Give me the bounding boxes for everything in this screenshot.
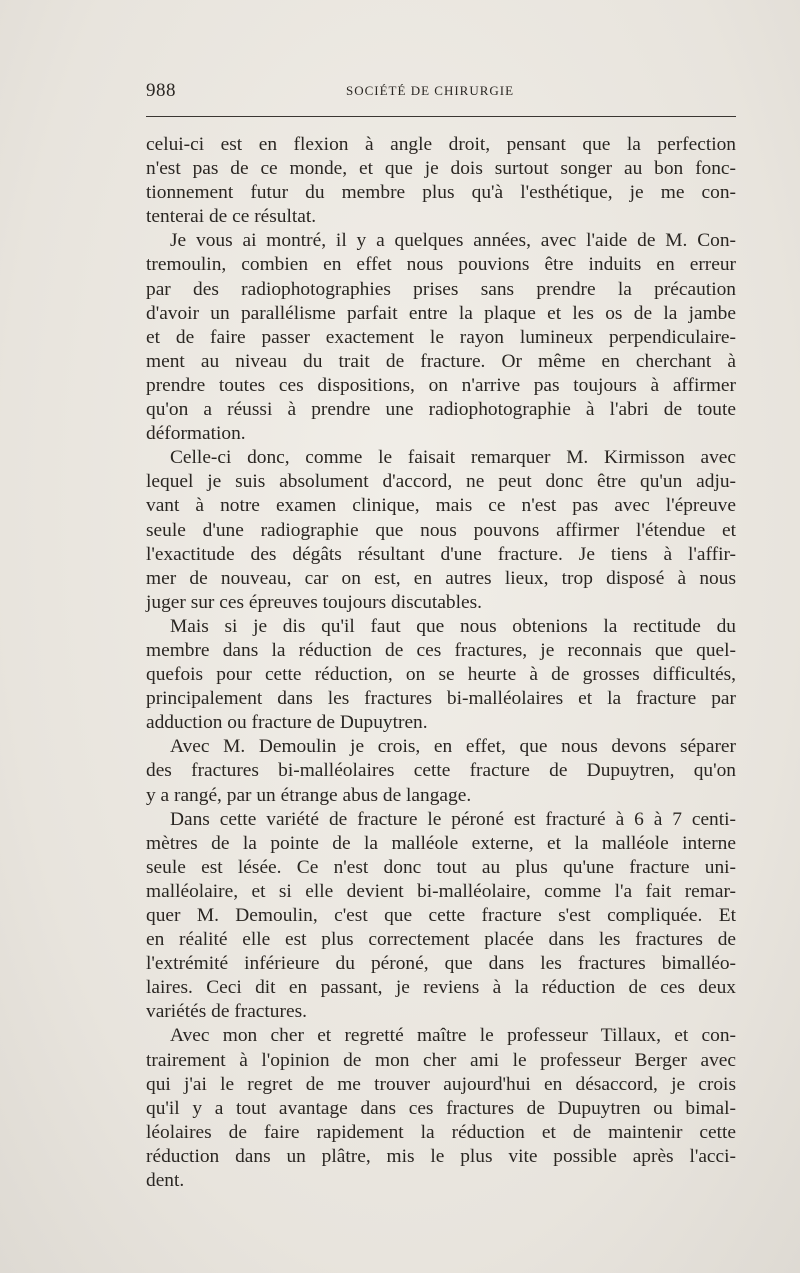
text-line: qu'il y a tout avantage dans ces fractures de Dupuytren ou bimal- (146, 1097, 736, 1119)
text-line: qu'on a réussi à prendre une radiophotographie à l'abri de toute (146, 399, 736, 421)
paragraph (146, 133, 736, 229)
text-line: seule est lésée. Ce n'est donc tout au plus qu'une fracture uni- (146, 856, 736, 878)
text-line: l'extrémité inférieure du péroné, que dans les fractures bimalléo- (146, 953, 736, 975)
text-line: Avec M. Demoulin je crois, en effet, que nous devons séparer (170, 736, 736, 758)
text-line: variétés de fractures. (146, 1001, 307, 1023)
paragraph (146, 1024, 736, 1193)
text-line: Je vous ai montré, il y a quelques années, avec l'aide de M. Con- (170, 230, 736, 252)
body-text (146, 133, 736, 1193)
text-line: tenterai de ce résultat. (146, 206, 317, 228)
text-line: des fractures bi-malléolaires cette fracture de Dupuytren, qu'on (146, 760, 736, 782)
text-line: n'est pas de ce monde, et que je dois surtout songer au bon fonc- (146, 158, 736, 180)
page-number: 988 (146, 80, 176, 101)
page-header (146, 80, 736, 100)
text-line: laires. Ceci dit en passant, je reviens à la réduction de ces deux (146, 977, 736, 999)
text-line: tremoulin, combien en effet nous pouvions être induits en erreur (146, 254, 736, 276)
text-line: Celle-ci donc, comme le faisait remarquer M. Kirmisson avec (170, 447, 736, 469)
text-line: lequel je suis absolument d'accord, ne peut donc être qu'un adju- (146, 471, 736, 493)
header-rule (146, 116, 736, 117)
text-line: et de faire passer exactement le rayon lumineux perpendiculaire- (146, 326, 736, 348)
text-line: en réalité elle est plus correctement placée dans les fractures de (146, 929, 736, 951)
paragraph (146, 735, 736, 807)
text-line: juger sur ces épreuves toujours discutables. (146, 591, 483, 613)
text-line: par des radiophotographies prises sans prendre la précaution (146, 278, 736, 300)
text-line: quer M. Demoulin, c'est que cette fracture s'est compliquée. Et (146, 905, 736, 926)
text-line: mètres de la pointe de la malléole externe, et la malléole interne (146, 832, 736, 854)
text-line: d'avoir un parallélisme parfait entre la plaque et les os de la jambe (146, 302, 736, 324)
text-line: Dans cette variété de fracture le péroné est fracturé à 6 à 7 centi- (170, 808, 736, 830)
text-line: mer de nouveau, car on est, en autres lieux, trop disposé à nous (146, 567, 736, 589)
text-line: quefois pour cette réduction, on se heurte à de grosses difficultés, (146, 664, 736, 686)
text-line: Mais si je dis qu'il faut que nous obtenions la rectitude du (170, 615, 736, 637)
text-line: déformation. (146, 423, 246, 445)
text-line: léolaires de faire rapidement la réduction et de maintenir cette (146, 1121, 736, 1143)
paragraph (146, 615, 736, 735)
text-line: seule d'une radiographie que nous pouvons affirmer l'étendue et (146, 519, 736, 541)
text-line: membre dans la réduction de ces fractures, je reconnais que quel- (146, 639, 736, 661)
text-line: celui-ci est en flexion à angle droit, pensant que la perfection (146, 134, 736, 155)
text-line: qui j'ai le regret de me trouver aujourd'hui en désaccord, je crois (146, 1073, 736, 1095)
text-line: y a rangé, par un étrange abus de langage. (146, 784, 472, 806)
text-line: trairement à l'opinion de mon cher ami le professeur Berger avec (146, 1049, 736, 1071)
text-line: ment au niveau du trait de fracture. Or même en cherchant à (146, 350, 736, 372)
running-title: SOCIÉTÉ DE CHIRURGIE (346, 83, 515, 98)
text-line: réduction dans un plâtre, mis le plus vite possible après l'acci- (146, 1145, 736, 1167)
text-line: tionnement futur du membre plus qu'à l'esthétique, je me con- (146, 182, 736, 204)
text-line: Avec mon cher et regretté maître le professeur Tillaux, et con- (170, 1025, 736, 1047)
paragraph (146, 229, 736, 446)
text-line: l'exactitude des dégâts résultant d'une fracture. Je tiens à l'affir- (146, 543, 736, 565)
paragraph (146, 446, 736, 615)
text-line: vant à notre examen clinique, mais ce n'est pas avec l'épreuve (146, 495, 736, 517)
text-line: adduction ou fracture de Dupuytren. (146, 712, 428, 734)
text-line: principalement dans les fractures bi-malléolaires et la fracture par (146, 688, 736, 710)
text-line: malléolaire, et si elle devient bi-malléolaire, comme l'a fait remar- (146, 880, 736, 902)
text-line: dent. (146, 1170, 185, 1192)
text-line: prendre toutes ces dispositions, on n'arrive pas toujours à affirmer (146, 374, 736, 396)
paragraph (146, 808, 736, 1025)
